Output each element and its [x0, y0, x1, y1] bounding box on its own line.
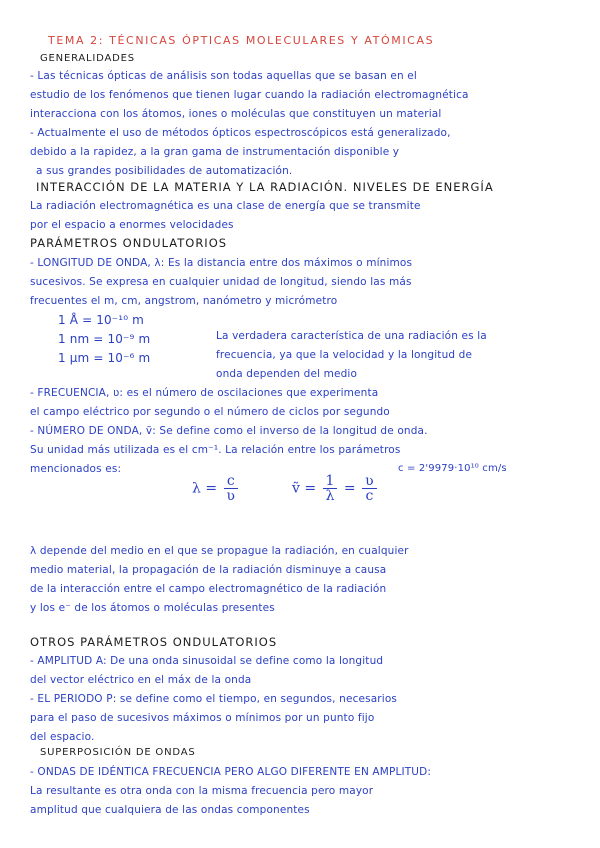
- text-line: del espacio.: [30, 731, 95, 743]
- text-line: a sus grandes posibilidades de automatización.: [36, 165, 293, 177]
- text-line: amplitud que cualquiera de las ondas componentes: [30, 804, 310, 816]
- text-line: - Las técnicas ópticas de análisis son todas aquellas que se basan en el: [30, 70, 417, 82]
- fraction-denominator: ʋ: [226, 488, 236, 504]
- text-line: de la interacción entre el campo electromagnético de la radiación: [30, 583, 387, 595]
- formula-wavenumber: [292, 474, 379, 503]
- text-line: por el espacio a enormes velocidades: [30, 219, 234, 231]
- unit-nanometer: 1 nm = 10⁻⁹ m: [58, 332, 151, 346]
- text-line: - LONGITUD DE ONDA, λ: Es la distancia entre dos máximos o mínimos: [30, 257, 413, 269]
- fraction-denominator: c: [365, 488, 374, 504]
- text-line: - AMPLITUD A: De una onda sinusoidal se define como la longitud: [30, 655, 384, 667]
- section-heading-generalidades: GENERALIDADES: [40, 53, 135, 64]
- fraction-numerator: ʋ: [362, 474, 377, 489]
- formula-lhs: λ =: [192, 480, 218, 497]
- formula-wavelength: [192, 474, 240, 503]
- fraction: [362, 474, 377, 503]
- text-line: La radiación electromagnética es una clase de energía que se transmite: [30, 200, 421, 212]
- section-heading-superposicion: SUPERPOSICIÓN DE ONDAS: [40, 747, 196, 758]
- text-line: Su unidad más utilizada es el cm⁻¹. La relación entre los parámetros: [30, 444, 401, 456]
- text-line: - EL PERIODO P: se define como el tiempo, en segundos, necesarios: [30, 693, 398, 705]
- text-line: La resultante es otra onda con la misma frecuencia pero mayor: [30, 785, 374, 797]
- text-line: mencionados es:: [30, 463, 122, 475]
- text-line: frecuentes el m, cm, angstrom, nanómetro y micrómetro: [30, 295, 338, 307]
- note-line: frecuencia, ya que la velocidad y la longitud de: [216, 349, 473, 361]
- text-line: debido a la rapidez, a la gran gama de instrumentación disponible y: [30, 146, 400, 158]
- section-heading-interaccion: INTERACCIÓN DE LA MATERIA Y LA RADIACIÓN. NIVELES DE ENERGÍA: [36, 180, 494, 194]
- section-heading-otros: OTROS PARÁMETROS ONDULATORIOS: [30, 635, 278, 649]
- speed-of-light: c = 2'9979·10¹⁰ cm/s: [398, 463, 507, 474]
- fraction-denominator: λ: [325, 488, 335, 504]
- text-line: y los e⁻ de los átomos o moléculas presentes: [30, 602, 275, 614]
- note-line: onda dependen del medio: [216, 368, 358, 380]
- text-line: el campo eléctrico por segundo o el número de ciclos por segundo: [30, 406, 390, 418]
- text-line: - NÚMERO DE ONDA, ṽ: Se define como el inverso de la longitud de onda.: [30, 425, 428, 437]
- text-line: estudio de los fenómenos que tienen lugar cuando la radiación electromagnética: [30, 89, 469, 101]
- unit-micrometer: 1 µm = 10⁻⁶ m: [58, 351, 151, 365]
- section-heading-parametros: PARÁMETROS ONDULATORIOS: [30, 236, 228, 250]
- page-title: TEMA 2: TÉCNICAS ÓPTICAS MOLECULARES Y ATÓMICAS: [48, 34, 435, 47]
- text-line: - ONDAS DE IDÉNTICA FRECUENCIA PERO ALGO DIFERENTE EN AMPLITUD:: [30, 766, 432, 778]
- fraction-numerator: c: [224, 474, 239, 489]
- text-line: medio material, la propagación de la radiación disminuye a causa: [30, 564, 387, 576]
- note-line: La verdadera característica de una radiación es la: [216, 330, 487, 342]
- text-line: sucesivos. Se expresa en cualquier unidad de longitud, siendo las más: [30, 276, 412, 288]
- fraction-numerator: 1: [323, 474, 338, 489]
- text-line: del vector eléctrico en el máx de la onda: [30, 674, 252, 686]
- fraction: [224, 474, 239, 503]
- text-line: λ depende del medio en el que se propague la radiación, en cualquier: [30, 545, 409, 557]
- text-line: interacciona con los átomos, iones o moléculas que constituyen un material: [30, 108, 442, 120]
- fraction: [323, 474, 338, 503]
- formula-equals: =: [343, 480, 356, 497]
- text-line: - FRECUENCIA, ʋ: es el número de oscilaciones que experimenta: [30, 387, 379, 399]
- formula-lhs: ṽ =: [292, 480, 317, 497]
- unit-angstrom: 1 Å = 10⁻¹⁰ m: [58, 313, 145, 327]
- text-line: - Actualmente el uso de métodos ópticos espectroscópicos está generalizado,: [30, 127, 451, 139]
- text-line: para el paso de sucesivos máximos o mínimos por un punto fijo: [30, 712, 375, 724]
